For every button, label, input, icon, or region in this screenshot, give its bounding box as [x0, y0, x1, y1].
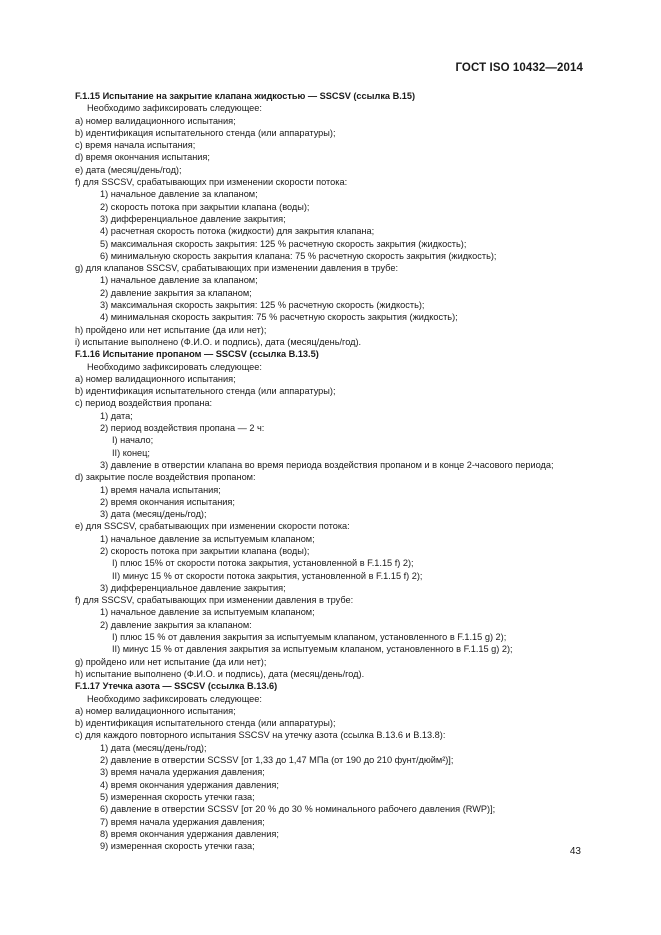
text-line: b) идентификация испытательного стенда (или аппаратуры); — [75, 386, 336, 397]
text-line: II) конец; — [112, 447, 150, 458]
text-line: a) номер валидационного испытания; — [75, 115, 236, 126]
text-line: b) идентификация испытательного стенда (или аппаратуры); — [75, 718, 336, 729]
text-line: 3) дифференциальное давление закрытия; — [100, 213, 286, 224]
text-line: 2) давление закрытия за клапаном: — [100, 619, 252, 630]
text-line: 1) начальное давление за клапаном; — [100, 275, 258, 286]
text-line: a) номер валидационного испытания; — [75, 705, 236, 716]
text-line: 1) начальное давление за испытуемым клапаном; — [100, 533, 315, 544]
text-line: e) дата (месяц/день/год); — [75, 164, 182, 175]
section-heading: F.1.17 Утечка азота — SSCSV (ссылка B.13.6) — [75, 681, 278, 692]
text-line: a) номер валидационного испытания; — [75, 373, 236, 384]
text-line: h) испытание выполнено (Ф.И.О. и подпись), дата (месяц/день/год). — [75, 668, 365, 679]
text-line: 3) давление в отверстии клапана во время периода воздействия пропаном и в конце 2-часового периода; — [100, 459, 554, 470]
text-line: I) плюс 15 % от давления закрытия за испытуемым клапаном, установленного в F.1.15 g) 2); — [112, 632, 507, 643]
text-line: 9) измеренная скорость утечки газа; — [100, 841, 255, 852]
text-line: 1) дата; — [100, 410, 133, 421]
text-line: d) закрытие после воздействия пропаном: — [75, 472, 256, 483]
text-line: f) для SSCSV, срабатывающих при изменении скорости потока: — [75, 177, 348, 188]
text-line: II) минус 15 % от скорости потока закрытия, установленной в F.1.15 f) 2); — [112, 570, 423, 581]
text-line: 2) время окончания испытания; — [100, 496, 235, 507]
text-line: 3) максимальная скорость закрытия: 125 % расчетную скорость (жидкость); — [100, 300, 425, 311]
text-line: 1) начальное давление за клапаном; — [100, 189, 258, 200]
text-line: 3) время начала удержания давления; — [100, 767, 265, 778]
text-line: 2) период воздействия пропана — 2 ч: — [100, 423, 265, 434]
text-line: c) период воздействия пропана: — [75, 398, 213, 409]
text-line: c) для каждого повторного испытания SSCSV на утечку азота (ссылка B.13.6 и B.13.8): — [75, 730, 446, 741]
document-body — [75, 90, 595, 852]
text-line: 2) скорость потока при закрытии клапана (воды); — [100, 545, 310, 556]
text-line: 1) начальное давление за испытуемым клапаном; — [100, 607, 315, 618]
text-line: Необходимо зафиксировать следующее: — [87, 103, 262, 114]
text-line: f) для SSCSV, срабатывающих при изменении давления в трубе: — [75, 595, 354, 606]
section-heading: F.1.16 Испытание пропаном — SSCSV (ссылка B.13.5) — [75, 349, 319, 360]
text-line: 4) время окончания удержания давления; — [100, 779, 279, 790]
text-line: 2) давление в отверстии SCSSV [от 1,33 до 1,47 МПа (от 190 до 210 фунт/дюйм²)]; — [100, 755, 454, 766]
section-heading: F.1.15 Испытание на закрытие клапана жидкостью — SSCSV (ссылка B.15) — [75, 91, 416, 101]
text-line: i) испытание выполнено (Ф.И.О. и подпись), дата (месяц/день/год). — [75, 336, 362, 347]
text-line: 1) дата (месяц/день/год); — [100, 742, 207, 753]
text-line: h) пройдено или нет испытание (да или нет); — [75, 324, 267, 335]
text-line: 3) дата (месяц/день/год); — [100, 509, 207, 520]
text-line: c) время начала испытания; — [75, 140, 196, 151]
text-line: 8) время окончания удержания давления; — [100, 828, 279, 839]
text-line: g) для клапанов SSCSV, срабатывающих при изменении давления в трубе: — [75, 263, 398, 274]
text-line: e) для SSCSV, срабатывающих при изменении скорости потока: — [75, 521, 350, 532]
text-line: g) пройдено или нет испытание (да или нет); — [75, 656, 267, 667]
text-line: d) время окончания испытания; — [75, 152, 210, 163]
text-line: 5) измеренная скорость утечки газа; — [100, 791, 255, 802]
text-line: I) начало; — [112, 435, 154, 446]
text-line: 4) расчетная скорость потока (жидкости) для закрытия клапана; — [100, 226, 375, 237]
page-number: 43 — [569, 846, 581, 857]
text-line: II) минус 15 % от давления закрытия за испытуемым клапаном, установленного в F.1.15 g) 2); — [112, 644, 513, 655]
text-line: b) идентификация испытательного стенда (или аппаратуры); — [75, 127, 336, 138]
text-line: I) плюс 15% от скорости потока закрытия, установленной в F.1.15 f) 2); — [112, 558, 414, 569]
text-line: 3) дифференциальное давление закрытия; — [100, 582, 286, 593]
text-line: 2) скорость потока при закрытии клапана (воды); — [100, 201, 310, 212]
text-line: Необходимо зафиксировать следующее: — [87, 361, 262, 372]
text-line: 1) время начала испытания; — [100, 484, 221, 495]
text-line: 7) время начала удержания давления; — [100, 816, 265, 827]
text-line: Необходимо зафиксировать следующее: — [87, 693, 262, 704]
text-line: 4) минимальная скорость закрытия: 75 % расчетную скорость закрытия (жидкость); — [100, 312, 458, 323]
text-line: 5) максимальная скорость закрытия: 125 % расчетную скорость закрытия (жидкость); — [100, 238, 467, 249]
text-line: 6) давление в отверстии SCSSV [от 20 % до 30 % номинального рабочего давления (RWP)]; — [100, 804, 496, 815]
text-line: 2) давление закрытия за клапаном; — [100, 287, 252, 298]
text-line: 6) минимальную скорость закрытия клапана: 75 % расчетную скорость закрытия (жидкость); — [100, 250, 497, 261]
standard-header: ГОСТ ISO 10432—2014 — [455, 62, 583, 74]
